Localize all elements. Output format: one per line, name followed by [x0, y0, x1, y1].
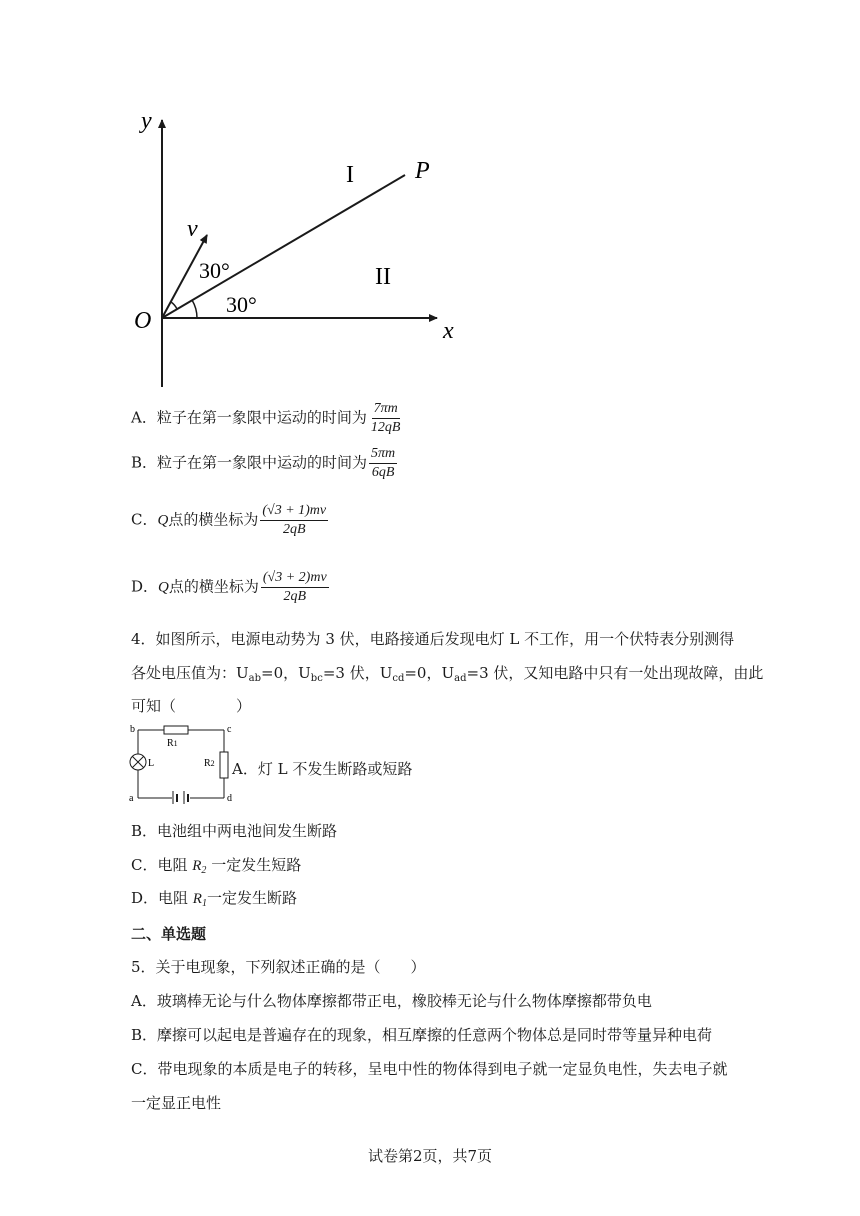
q5-option-c-line-2[interactable]: 一定显正电性 — [131, 1094, 222, 1112]
q3-option-b[interactable] — [131, 446, 397, 481]
subscript: bc — [310, 673, 323, 684]
resistor-symbol: R — [192, 858, 202, 874]
q4-option-c-text: 一定发生短路 — [206, 856, 302, 874]
angle-arc-top — [171, 302, 177, 309]
q3-option-d-q: Q — [158, 579, 169, 596]
fraction-numerator: 7πm — [372, 401, 400, 419]
origin-label: O — [134, 308, 152, 334]
circuit-diagram — [126, 722, 238, 804]
q3-option-c[interactable] — [131, 503, 328, 538]
subscript: ad — [454, 673, 467, 684]
q4-text: =3 伏，U — [322, 664, 393, 682]
q4-stem-line-1: 4．如图所示，电源电动势为 3 伏，电路接通后发现电灯 L 不工作，用一个伏特表分别测得 — [131, 630, 735, 648]
node-c-label: c — [227, 724, 232, 735]
axis-y-label: y — [141, 108, 152, 134]
r1-subscript: 1 — [173, 739, 178, 748]
r1-label — [167, 738, 178, 749]
q4-stem-line-3: 可知（ ） — [131, 697, 252, 715]
coordinate-diagram — [125, 100, 470, 400]
battery-icon — [173, 791, 188, 804]
q3-option-a-text: A．粒子在第一象限中运动的时间为 — [131, 408, 367, 427]
angle-arc-bottom — [192, 300, 197, 318]
point-p-label: P — [415, 158, 430, 184]
r2-subscript: 2 — [210, 759, 215, 768]
q3-option-b-fraction — [369, 446, 397, 481]
q3-option-a[interactable] — [131, 401, 402, 436]
r1-letter: R — [167, 738, 174, 749]
lamp-label: L — [148, 758, 155, 769]
q3-option-a-fraction — [369, 401, 403, 436]
fraction-numerator: (√3 + 2)mv — [261, 570, 329, 588]
q4-text: =3 伏，又知电路中只有一处出现故障，由此 — [466, 664, 764, 682]
q5-option-a[interactable]: A．玻璃棒无论与什么物体摩擦都带正电，橡胶棒无论与什么物体摩擦都带负电 — [131, 992, 652, 1010]
fraction-numerator: 5πm — [369, 446, 397, 464]
fraction-denominator: 2qB — [283, 589, 307, 604]
q4-option-a[interactable]: A．灯 L 不发生断路或短路 — [232, 760, 413, 778]
q3-option-c-fraction — [260, 503, 328, 538]
q4-option-d[interactable] — [131, 888, 297, 914]
q3-option-b-text: B．粒子在第一象限中运动的时间为 — [131, 453, 368, 472]
node-d-label: d — [227, 793, 232, 804]
region-2-label: II — [375, 264, 391, 290]
q4-text: =0，U — [404, 664, 455, 682]
q4-text: =0，U — [261, 664, 311, 682]
subscript: 1 — [201, 898, 207, 909]
q3-option-d-text: 点的横坐标为 — [168, 577, 259, 596]
q4-option-d-text: D．电阻 — [131, 889, 193, 907]
q4-option-d-text: 一定发生断路 — [206, 889, 297, 907]
q3-option-c-q: Q — [157, 512, 169, 529]
angle-label-bottom: 30° — [226, 292, 257, 317]
q3-option-c-text: 点的横坐标为 — [168, 510, 259, 529]
q4-option-c-text: C．电阻 — [131, 856, 193, 874]
subscript: cd — [392, 673, 405, 684]
resistor-r1 — [164, 726, 188, 734]
q3-option-d-prefix: D． — [131, 577, 159, 596]
node-a-label: a — [129, 793, 134, 804]
fraction-denominator: 2qB — [282, 522, 306, 537]
q4-option-c[interactable] — [131, 855, 301, 881]
angle-label-top: 30° — [199, 258, 230, 283]
section-heading: 二、单选题 — [131, 925, 207, 943]
q5-option-b[interactable]: B．摩擦可以起电是普遍存在的现象，相互摩擦的任意两个物体总是同时带等量异种电荷 — [131, 1026, 713, 1044]
subscript: ab — [248, 673, 262, 684]
resistor-symbol: R — [192, 891, 202, 907]
q4-stem-line-2 — [131, 663, 763, 689]
subscript: 2 — [201, 865, 207, 876]
node-b-label: b — [130, 724, 135, 735]
velocity-label: v — [187, 216, 198, 242]
page-footer: 试卷第2页，共7页 — [367, 1147, 493, 1165]
q3-option-d-fraction — [261, 570, 329, 605]
r2-label — [204, 758, 215, 769]
q4-option-b[interactable]: B．电池组中两电池间发生断路 — [131, 822, 338, 840]
q3-option-c-prefix: C． — [131, 510, 158, 529]
r2-letter: R — [204, 758, 211, 769]
resistor-r2 — [220, 752, 228, 778]
fraction-denominator: 6qB — [371, 465, 395, 480]
fraction-numerator: (√3 + 1)mv — [260, 503, 328, 521]
q3-option-d[interactable] — [131, 570, 329, 605]
axis-x-label: x — [443, 318, 454, 344]
q4-text: 各处电压值为：U — [131, 664, 249, 682]
region-1-label: I — [346, 162, 354, 188]
q5-option-c-line-1[interactable]: C．带电现象的本质是电子的转移，呈电中性的物体得到电子就一定显负电性，失去电子就 — [131, 1060, 728, 1078]
q5-stem: 5．关于电现象，下列叙述正确的是（ ） — [131, 958, 426, 976]
fraction-denominator: 12qB — [370, 420, 401, 435]
boundary-line-op — [162, 175, 405, 318]
